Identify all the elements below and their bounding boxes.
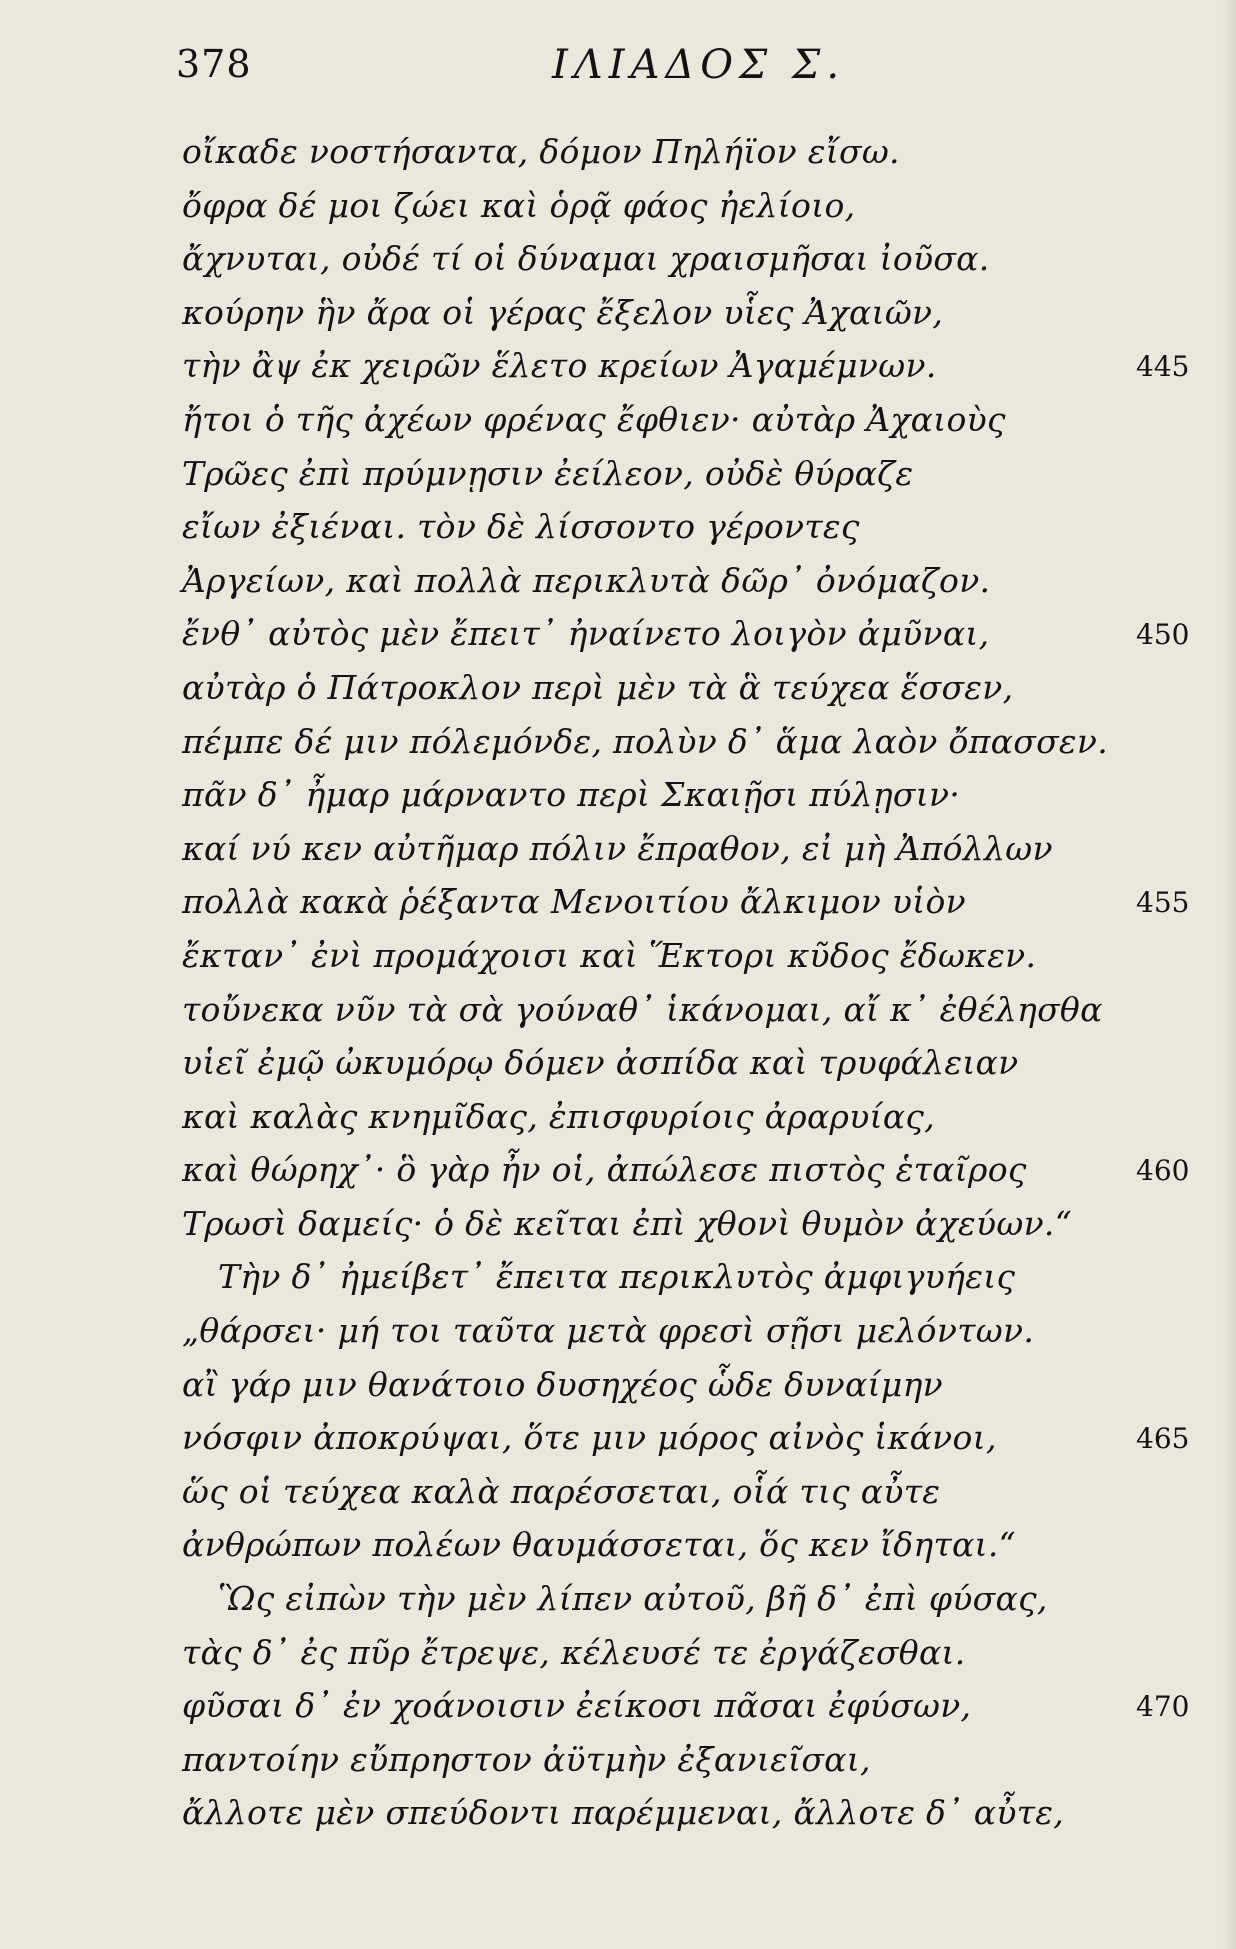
verse-line-text: πέμπε δέ μιν πόλεμόνδε, πολὺν δ᾽ ἅμα λαὸν ὄπασσεν. — [182, 721, 1109, 761]
verse-line — [0, 1200, 1236, 1254]
verse-line — [0, 986, 1236, 1040]
verse-line-text: ἔνθ᾽ αὐτὸς μὲν ἔπειτ᾽ ἠναίνετο λοιγὸν ἀμῦναι, — [182, 614, 990, 654]
verse-line-text: αὐτὰρ ὁ Πάτροκλον περὶ μὲν τὰ ἃ τεύχεα ἕσσεν, — [182, 667, 1014, 707]
verse-line — [0, 1414, 1236, 1468]
verse-line — [0, 664, 1236, 718]
running-title: ΙΛΙΑΔΟΣ Σ. — [552, 42, 846, 88]
verse-line — [0, 1468, 1236, 1522]
verse-line-text: εἴων ἐξιέναι. τὸν δὲ λίσσοντο γέροντες — [182, 507, 860, 547]
verse-line-text: αἲ γάρ μιν θανάτοιο δυσηχέος ὧδε δυναίμην — [182, 1364, 944, 1404]
verse-line — [0, 1039, 1236, 1093]
verse-line-text: πολλὰ κακὰ ῥέξαντα Μενοιτίου ἄλκιμον υἱὸν — [182, 882, 967, 922]
verse-line — [0, 503, 1236, 557]
verse-line — [0, 1307, 1236, 1361]
verse-line — [0, 1789, 1236, 1843]
verse-line — [0, 771, 1236, 825]
verse-line — [0, 1682, 1236, 1736]
verse-line-text: Τρῶες ἐπὶ πρύμνῃσιν ἐείλεον, οὐδὲ θύραζε — [182, 453, 914, 493]
running-head — [0, 36, 1236, 96]
verse-line-text: παντοίην εὔπρηστον ἀϋτμὴν ἐξανιεῖσαι, — [182, 1739, 871, 1779]
line-number: 460 — [1136, 1154, 1190, 1188]
verse-line-text: κούρην ἣν ἄρα οἱ γέρας ἔξελον υἷες Ἀχαιῶν, — [182, 292, 944, 332]
verse-line-text: τὰς δ᾽ ἐς πῦρ ἔτρεψε, κέλευσέ τε ἐργάζεσθαι. — [182, 1632, 966, 1672]
verse-line — [0, 128, 1236, 182]
verse-line — [0, 396, 1236, 450]
verse-line-text: τὴν ἂψ ἐκ χειρῶν ἕλετο κρείων Ἀγαμέμνων. — [182, 346, 937, 386]
verse-line — [0, 450, 1236, 504]
verse-line-text: „θάρσει· μή τοι ταῦτα μετὰ φρεσὶ σῇσι μελόντων. — [182, 1311, 1035, 1351]
page-number: 378 — [176, 42, 252, 86]
verse-line-text: Ὣς εἰπὼν τὴν μὲν λίπεν αὐτοῦ, βῆ δ᾽ ἐπὶ φύσας, — [218, 1579, 1048, 1619]
verse-line — [0, 718, 1236, 772]
verse-line-text: ἀνθρώπων πολέων θαυμάσσεται, ὅς κεν ἴδηται.“ — [182, 1525, 1016, 1565]
verse-line-text: ἤτοι ὁ τῆς ἀχέων φρένας ἔφθιεν· αὐτὰρ Ἀχαιοὺς — [182, 399, 1006, 439]
verse-line — [0, 1146, 1236, 1200]
verse-line-text: φῦσαι δ᾽ ἐν χοάνοισιν ἐείκοσι πᾶσαι ἐφύσων, — [182, 1686, 972, 1726]
line-number: 455 — [1136, 886, 1190, 920]
verse-line-text: υἱεῖ ἐμῷ ὠκυμόρῳ δόμεν ἀσπίδα καὶ τρυφάλειαν — [182, 1043, 1019, 1083]
verse-line — [0, 1253, 1236, 1307]
verse-line-text: καὶ θώρηχ᾽· ὃ γὰρ ἦν οἱ, ἀπώλεσε πιστὸς ἑταῖρος — [182, 1150, 1027, 1190]
line-number: 470 — [1136, 1690, 1190, 1724]
verse-line — [0, 1629, 1236, 1683]
verse-line — [0, 825, 1236, 879]
verse-line-text: τοὔνεκα νῦν τὰ σὰ γούναθ᾽ ἱκάνομαι, αἴ κ᾽ ἐθέλησθα — [182, 989, 1103, 1029]
verse-line — [0, 557, 1236, 611]
verse-line-text: οἴκαδε νοστήσαντα, δόμον Πηλήϊον εἴσω. — [182, 132, 900, 171]
verse-line — [0, 610, 1236, 664]
verse-line-text: καὶ καλὰς κνημῖδας, ἐπισφυρίοις ἀραρυίας, — [182, 1096, 935, 1136]
verse-line — [0, 182, 1236, 236]
verse-line — [0, 1736, 1236, 1790]
verse-line — [0, 1361, 1236, 1415]
verse-line-text: ὥς οἱ τεύχεα καλὰ παρέσσεται, οἷά τις αὖτε — [182, 1471, 941, 1511]
verse-line — [0, 342, 1236, 396]
verse-line-text: πᾶν δ᾽ ἦμαρ μάρναντο περὶ Σκαιῇσι πύλῃσιν· — [182, 775, 961, 815]
verse-line — [0, 1521, 1236, 1575]
verse-line-text: καί νύ κεν αὐτῆμαρ πόλιν ἔπραθον, εἰ μὴ Ἀπόλλων — [182, 828, 1053, 868]
verse-line-text: Ἀργείων, καὶ πολλὰ περικλυτὰ δῶρ᾽ ὀνόμαζον. — [182, 560, 991, 600]
verse-line-text: νόσφιν ἀποκρύψαι, ὅτε μιν μόρος αἰνὸς ἱκάνοι, — [182, 1418, 997, 1458]
verse-line-text: ὄφρα δέ μοι ζώει καὶ ὁρᾷ φάος ἠελίοιο, — [182, 185, 856, 225]
line-number: 445 — [1136, 350, 1190, 384]
verse-line-text: Τρωσὶ δαμείς· ὁ δὲ κεῖται ἐπὶ χθονὶ θυμὸν ἀχεύων.“ — [182, 1203, 1072, 1243]
line-number: 465 — [1136, 1422, 1190, 1456]
page-edge-shadow — [1222, 0, 1236, 1949]
verse-line — [0, 878, 1236, 932]
verse-line — [0, 289, 1236, 343]
verse-line-text: Τὴν δ᾽ ἠμείβετ᾽ ἔπειτα περικλυτὸς ἀμφιγυήεις — [218, 1257, 1016, 1297]
verse-line — [0, 1575, 1236, 1629]
line-number: 450 — [1136, 618, 1190, 652]
verse-line — [0, 1093, 1236, 1147]
verse-text-block — [0, 128, 1236, 1843]
verse-line-text: ἄχνυται, οὐδέ τί οἱ δύναμαι χραισμῆσαι ἰοῦσα. — [182, 239, 990, 279]
verse-line — [0, 235, 1236, 289]
verse-line-text: ἄλλοτε μὲν σπεύδοντι παρέμμεναι, ἄλλοτε δ᾽ αὖτε, — [182, 1793, 1065, 1833]
verse-line-text: ἔκταν᾽ ἐνὶ προμάχοισι καὶ Ἕκτορι κῦδος ἔδωκεν. — [182, 935, 1037, 975]
verse-line — [0, 932, 1236, 986]
